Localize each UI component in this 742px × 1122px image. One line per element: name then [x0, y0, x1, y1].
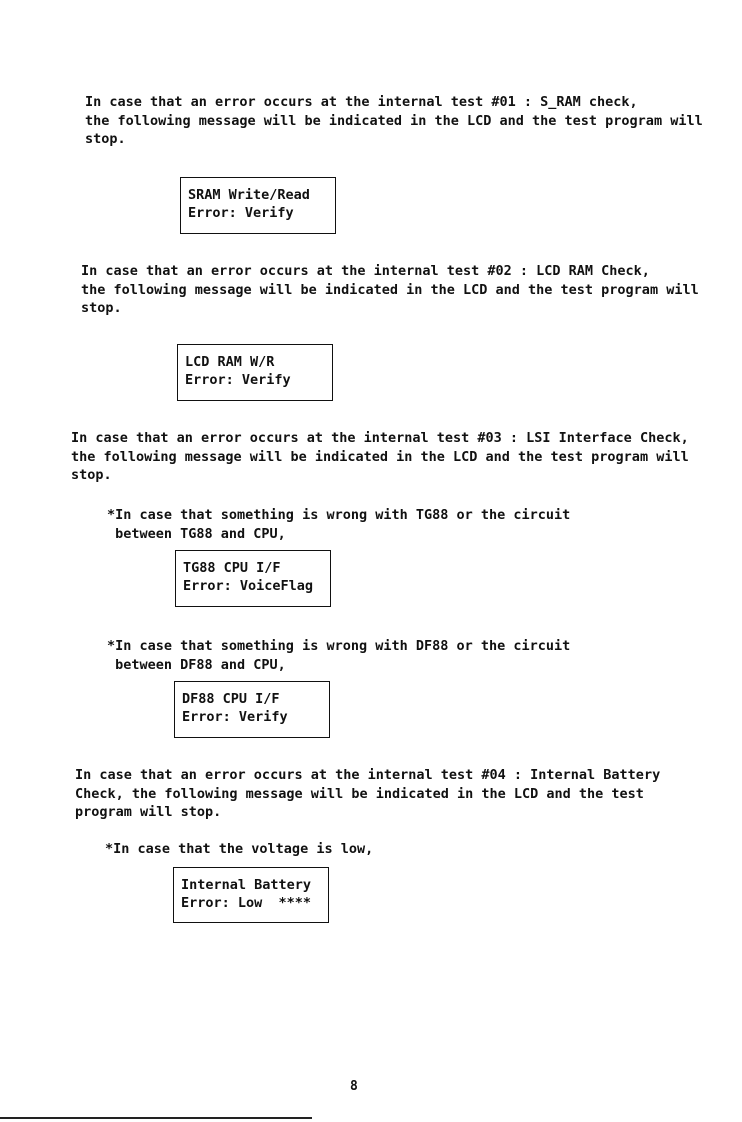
lcd-line-1: LCD RAM W/R — [185, 354, 275, 370]
section-1-paragraph — [85, 93, 703, 149]
lcd-line-2: Error: Verify — [188, 205, 294, 221]
text-line: stop. — [85, 131, 126, 147]
text-line: Check, the following message will be indicated in the LCD and the test — [75, 785, 644, 802]
lcd-line-2: Error: VoiceFlag — [183, 578, 314, 594]
text-line: between TG88 and CPU, — [107, 525, 286, 542]
lcd-line-1: TG88 CPU I/F — [183, 560, 281, 576]
text-line: In case that an error occurs at the internal test #04 : Internal Battery — [75, 767, 661, 783]
text-line: *In case that something is wrong with DF88 or the circuit — [107, 638, 571, 654]
case-note-df88 — [107, 637, 570, 674]
lcd-message-internal-battery — [173, 867, 329, 923]
text-line: In case that an error occurs at the internal test #02 : LCD RAM Check, — [81, 263, 650, 279]
section-4-paragraph — [75, 766, 660, 822]
text-line: stop. — [71, 467, 112, 483]
page-number: 8 — [350, 1079, 358, 1094]
case-note-voltage-low — [105, 840, 373, 859]
text-line: the following message will be indicated in the LCD and the test program will — [81, 281, 699, 298]
bottom-rule — [0, 1117, 312, 1119]
lcd-line-1: DF88 CPU I/F — [182, 691, 280, 707]
text-line: *In case that something is wrong with TG88 or the circuit — [107, 507, 571, 523]
lcd-message-df88 — [174, 681, 330, 738]
text-line: program will stop. — [75, 804, 222, 820]
lcd-line-2: Error: Verify — [185, 372, 291, 388]
text-line: between DF88 and CPU, — [107, 656, 286, 673]
lcd-message-lcd-ram — [177, 344, 333, 401]
case-note-tg88 — [107, 506, 570, 543]
lcd-line-2: Error: Low **** — [181, 895, 312, 911]
section-2-paragraph — [81, 262, 699, 318]
text-line: *In case that the voltage is low, — [105, 841, 374, 857]
section-3-paragraph — [71, 429, 689, 485]
lcd-line-1: SRAM Write/Read — [188, 187, 310, 203]
lcd-message-sram — [180, 177, 336, 234]
lcd-line-1: Internal Battery — [181, 877, 312, 893]
text-line: In case that an error occurs at the internal test #03 : LSI Interface Check, — [71, 430, 689, 446]
text-line: the following message will be indicated in the LCD and the test program will — [71, 448, 689, 465]
text-line: In case that an error occurs at the internal test #01 : S_RAM check, — [85, 94, 638, 110]
lcd-line-2: Error: Verify — [182, 709, 288, 725]
text-line: the following message will be indicated in the LCD and the test program will — [85, 112, 703, 129]
text-line: stop. — [81, 300, 122, 316]
lcd-message-tg88 — [175, 550, 331, 607]
